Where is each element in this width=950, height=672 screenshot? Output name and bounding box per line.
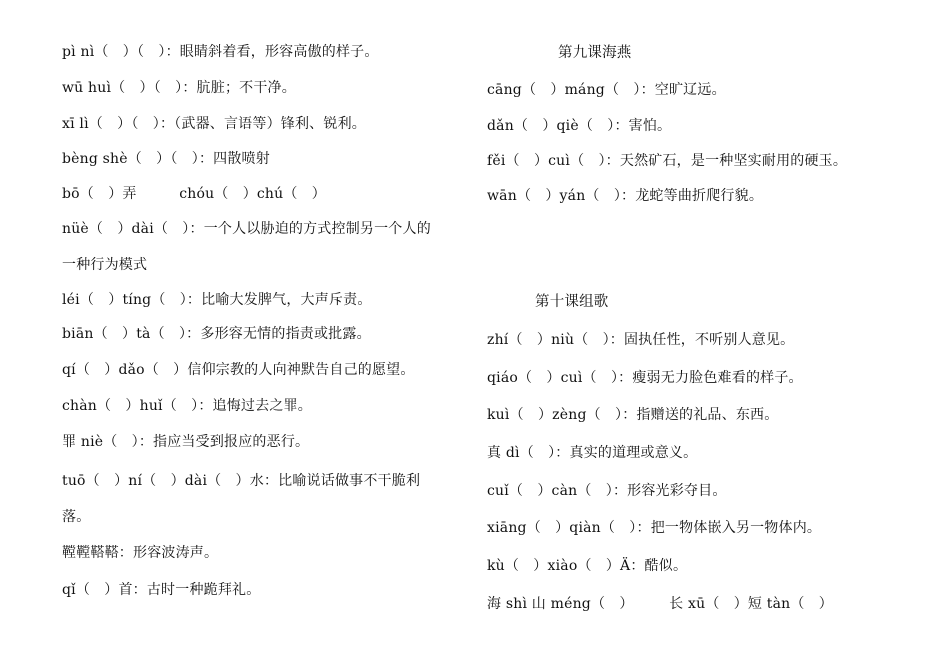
vocab-item: cāng（ ）máng（ ）：空旷辽远。 <box>487 82 726 98</box>
vocab-item: wū huì（ ）（ ）：肮脏；不干净。 <box>62 80 296 96</box>
vocab-item: kuì（ ）zèng（ ）：指赠送的礼品、东西。 <box>487 407 779 423</box>
vocab-item: biān（ ）tà（ ）：多形容无情的指责或批露。 <box>62 326 371 342</box>
vocab-item: 真 dì（ ）：真实的道理或意义。 <box>487 445 698 461</box>
lesson10-title: 第十课组歌 <box>535 294 609 310</box>
lesson9-title: 第九课海燕 <box>558 45 632 61</box>
vocab-item: dǎn（ ）qiè（ ）：害怕。 <box>487 118 672 134</box>
vocab-item: xī lì（ ）（ ）：（武器、言语等）锋利、锐利。 <box>62 116 366 132</box>
vocab-item: qí（ ）dǎo（ ）信仰宗教的人向神默告自己的愿望。 <box>62 362 415 378</box>
vocab-item: wān（ ）yán（ ）：龙蛇等曲折爬行貌。 <box>487 188 764 204</box>
vocab-item: cuǐ（ ）càn（ ）：形容光彩夺目。 <box>487 483 727 499</box>
vocab-item: xiāng（ ）qiàn（ ）：把一物体嵌入另一物体内。 <box>487 520 822 536</box>
vocab-item: chàn（ ）huǐ（ ）：追悔过去之罪。 <box>62 398 312 414</box>
vocab-item: 鞺鞺鞳鞳：形容波涛声。 <box>62 545 219 561</box>
vocab-item: pì nì（ ）（ ）：眼睛斜着看，形容高傲的样子。 <box>62 44 379 60</box>
vocab-item: zhí（ ）niù（ ）：固执任性，不听别人意见。 <box>487 332 795 348</box>
vocab-item: tuō（ ）ní（ ）dài（ ）水：比喻说话做事不干脆利 <box>62 473 421 489</box>
vocab-item: 海 shì 山 méng（ ） 长 xū（ ）短 tàn（ ） <box>487 596 833 612</box>
vocab-item: fěi（ ）cuì（ ）：天然矿石，是一种坚实耐用的硬玉。 <box>487 153 848 169</box>
vocab-item: qǐ（ ）首：古时一种跪拜礼。 <box>62 582 261 598</box>
vocab-item-continuation: 落。 <box>62 509 91 525</box>
vocab-item: qiáo（ ）cuì（ ）：瘦弱无力脸色难看的样子。 <box>487 370 803 386</box>
vocab-item: bō（ ）弄 chóu（ ）chú（ ） <box>62 186 326 202</box>
vocab-item: kù（ ）xiào（ ）Ä：酷似。 <box>487 558 688 574</box>
vocab-item: nüè（ ）dài（ ）：一个人以胁迫的方式控制另一个人的 <box>62 221 431 237</box>
vocab-item: 罪 niè（ ）：指应当受到报应的恶行。 <box>62 434 310 450</box>
vocab-item-continuation: 一种行为模式 <box>62 257 148 273</box>
vocab-item: bèng shè（ ）（ ）：四散喷射 <box>62 151 270 167</box>
vocab-item: léi（ ）tíng（ ）：比喻大发脾气，大声斥责。 <box>62 292 372 308</box>
